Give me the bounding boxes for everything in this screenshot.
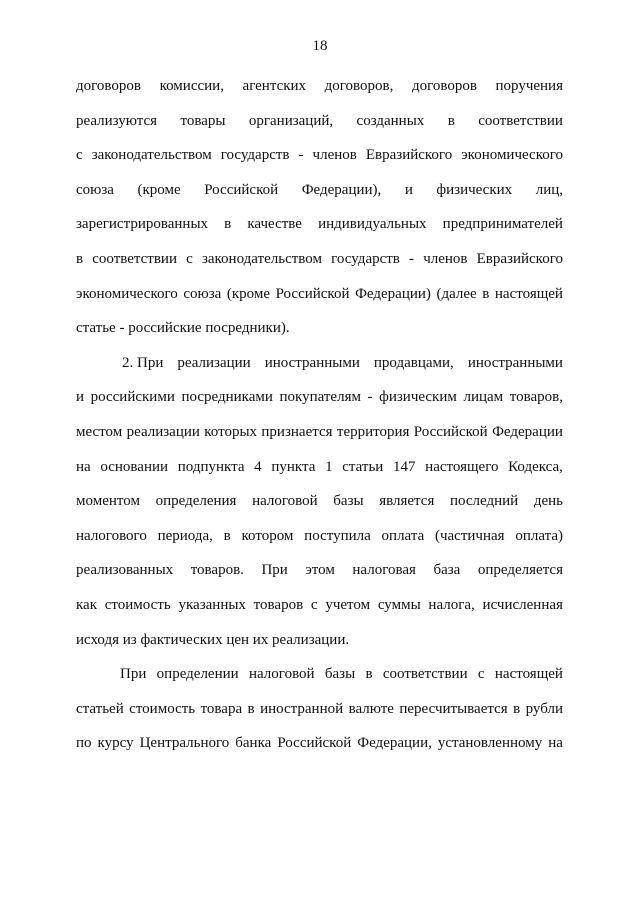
word: местом — [76, 423, 123, 440]
word: созданных — [356, 112, 425, 129]
word: иностранной — [260, 700, 344, 717]
word: соответствии — [382, 666, 468, 683]
word: При — [261, 562, 288, 579]
word: настоящего — [425, 458, 499, 475]
word: пункта — [271, 458, 316, 475]
word: (далее — [436, 285, 477, 302]
word: последний — [449, 493, 519, 510]
word: союза — [76, 181, 114, 198]
word: товаров. — [190, 562, 244, 579]
word: зарегистрированных — [76, 216, 209, 233]
word: в — [224, 216, 232, 233]
word: иностранными — [467, 354, 563, 371]
text-line — [76, 387, 563, 422]
page-number: 18 — [312, 38, 328, 54]
word: Федерации, — [357, 735, 432, 752]
text-line — [76, 214, 563, 249]
word: соответствии — [92, 250, 177, 267]
word: на — [76, 458, 91, 475]
word: организаций, — [248, 112, 334, 129]
word: членов — [423, 250, 468, 267]
word: - — [367, 389, 373, 406]
text-line: статье - российские посредники). — [76, 320, 290, 337]
word: Федерации) — [355, 285, 431, 302]
word: (кроме — [226, 285, 270, 302]
text-line — [76, 595, 563, 630]
word: индивидуальных — [318, 216, 427, 233]
word: является — [379, 493, 435, 510]
word: поручения — [495, 78, 563, 94]
text-line — [76, 76, 563, 111]
word: (кроме — [137, 181, 181, 198]
word: Российской — [413, 423, 488, 440]
word: подпункта — [177, 458, 245, 475]
word: день — [533, 493, 563, 510]
word: в — [223, 527, 231, 544]
word: в — [482, 285, 490, 302]
word: При — [120, 666, 147, 683]
word: статьи — [342, 458, 384, 475]
word: налога, — [428, 596, 475, 613]
word: настоящей — [494, 285, 563, 302]
word: определения — [155, 493, 237, 510]
word: основании — [100, 458, 169, 475]
word: базы — [324, 666, 356, 683]
word: союза — [183, 285, 222, 302]
word: 2. При — [122, 354, 164, 371]
word: реализации — [126, 423, 200, 440]
text-line — [76, 353, 563, 388]
word: этом — [305, 562, 335, 579]
text-line — [76, 422, 563, 457]
word: банка — [235, 735, 272, 752]
text-line — [76, 284, 563, 319]
word: и — [404, 181, 413, 198]
word: установленному — [437, 735, 543, 752]
word: с — [477, 666, 485, 683]
word: рубли — [525, 700, 563, 717]
word: оплата) — [515, 527, 563, 544]
word: договоров — [76, 78, 141, 94]
word: базы — [333, 493, 364, 510]
word: указанных — [178, 596, 246, 613]
word: Российской — [275, 285, 350, 302]
word: на — [548, 735, 563, 752]
word: Федерации), — [301, 181, 382, 198]
word: 4 — [254, 458, 262, 475]
word: товаров, — [509, 389, 563, 406]
word: Российской — [204, 181, 279, 198]
word: договоров — [411, 78, 477, 94]
word: продавцами, — [373, 354, 454, 371]
word: Федерации — [492, 423, 563, 440]
word: стоимость — [104, 596, 171, 613]
text-line — [76, 111, 563, 146]
word: товары — [180, 112, 226, 129]
word: государств — [220, 147, 290, 164]
word: курсу — [97, 735, 134, 752]
word: - — [298, 147, 304, 164]
text-line — [76, 249, 563, 284]
word: экономического — [461, 147, 563, 164]
word: лиц, — [535, 181, 563, 198]
word: Центрального — [139, 735, 230, 752]
word: Кодекса, — [508, 458, 563, 475]
word: физических — [436, 181, 513, 198]
word: по — [76, 735, 92, 752]
word: налоговая — [352, 562, 416, 579]
word: котором — [241, 527, 294, 544]
word: (частичная — [434, 527, 505, 544]
word: законодательством — [91, 147, 212, 164]
word: поступила — [304, 527, 371, 544]
word: экономического — [76, 285, 178, 302]
text-line — [76, 560, 563, 595]
word: лицам — [463, 389, 504, 406]
word: исчисленная — [482, 596, 563, 613]
word: договоров, — [324, 78, 394, 94]
word: территория — [336, 423, 410, 440]
word: качестве — [247, 216, 302, 233]
word: налоговой — [252, 493, 318, 510]
text-line — [76, 733, 563, 768]
text-line — [76, 664, 563, 699]
word: - — [409, 250, 415, 267]
text-line — [76, 145, 563, 180]
word: и — [76, 389, 85, 406]
word: в — [76, 250, 84, 267]
word: 147 — [393, 458, 416, 475]
word: агентских — [242, 78, 307, 94]
text-line — [76, 180, 563, 215]
word: Российской — [277, 735, 352, 752]
word: база — [433, 562, 461, 579]
word: в — [247, 700, 255, 717]
word: с — [186, 250, 193, 267]
text-line — [76, 491, 563, 526]
word: комиссии, — [159, 78, 224, 94]
document-body — [76, 76, 563, 768]
word: иностранными — [264, 354, 360, 371]
word: налоговой — [248, 666, 315, 683]
word: в — [447, 112, 455, 129]
word: товаров — [253, 596, 304, 613]
word: статьей — [76, 700, 124, 717]
word: в — [365, 666, 373, 683]
word: суммы — [377, 596, 421, 613]
word: реализуются — [76, 112, 158, 129]
word: российскими — [90, 389, 175, 406]
word: реализации — [177, 354, 251, 371]
word: Евразийского — [365, 147, 453, 164]
word: предпринимателей — [442, 216, 563, 233]
word: стоимость — [129, 700, 196, 717]
word: как — [76, 596, 98, 613]
word: с — [310, 596, 318, 613]
word: которых — [204, 423, 258, 440]
text-line — [76, 699, 563, 734]
word: покупателям — [279, 389, 361, 406]
word: оплата — [381, 527, 425, 544]
word: государств — [331, 250, 400, 267]
word: периода, — [157, 527, 213, 544]
word: Евразийского — [476, 250, 563, 267]
word: определяется — [477, 562, 563, 579]
word: членов — [312, 147, 357, 164]
word: налогового — [76, 527, 147, 544]
word: в — [513, 700, 521, 717]
text-line — [76, 526, 563, 561]
word: соответствии — [478, 112, 563, 129]
word: настоящей — [494, 666, 563, 683]
word: валюте — [348, 700, 394, 717]
word: физическим — [379, 389, 457, 406]
word: пересчитывается — [399, 700, 508, 717]
word: признается — [261, 423, 333, 440]
text-line — [76, 457, 563, 492]
word: с — [76, 147, 83, 164]
word: моментом — [76, 493, 140, 510]
word: определении — [156, 666, 239, 683]
word: товара — [200, 700, 243, 717]
word: посредниками — [181, 389, 273, 406]
word: 1 — [325, 458, 333, 475]
text-line: исходя из фактических цен их реализации. — [76, 631, 350, 648]
word: реализованных — [76, 562, 174, 579]
word: учетом — [325, 596, 371, 613]
word: законодательством — [201, 250, 322, 267]
